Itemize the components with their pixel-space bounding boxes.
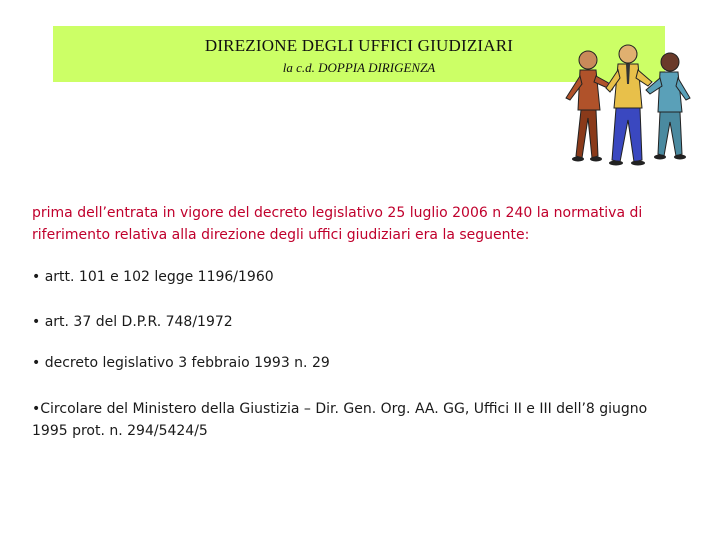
slide-subtitle: la c.d. DOPPIA DIRIGENZA [282,60,436,75]
slide-body [32,202,672,439]
list-item: •Circolare del Ministero della Giustizia – Dir. Gen. Org. AA. GG, Uffici II e III dell’8 giugno 1995 prot. n. 294/5424/5 [32,401,648,439]
list-item: • decreto legislativo 3 febbraio 1993 n. 29 [32,355,330,371]
middle-man-figure [606,45,652,166]
left-man-figure [566,51,614,162]
slide-title: DIREZIONE DEGLI UFFICI GIUDIZIARI [204,36,514,55]
arguing-businessmen-icon [548,38,708,178]
right-man-figure [646,53,690,160]
list-item: • art. 37 del D.P.R. 748/1972 [32,314,233,330]
list-item: • artt. 101 e 102 legge 1196/1960 [32,269,274,285]
intro-paragraph: prima dell’entrata in vigore del decreto legislativo 25 luglio 2006 n 240 la normativa di riferimento relativa alla direzione degli uffici giudiziari era la seguente: [32,205,643,243]
